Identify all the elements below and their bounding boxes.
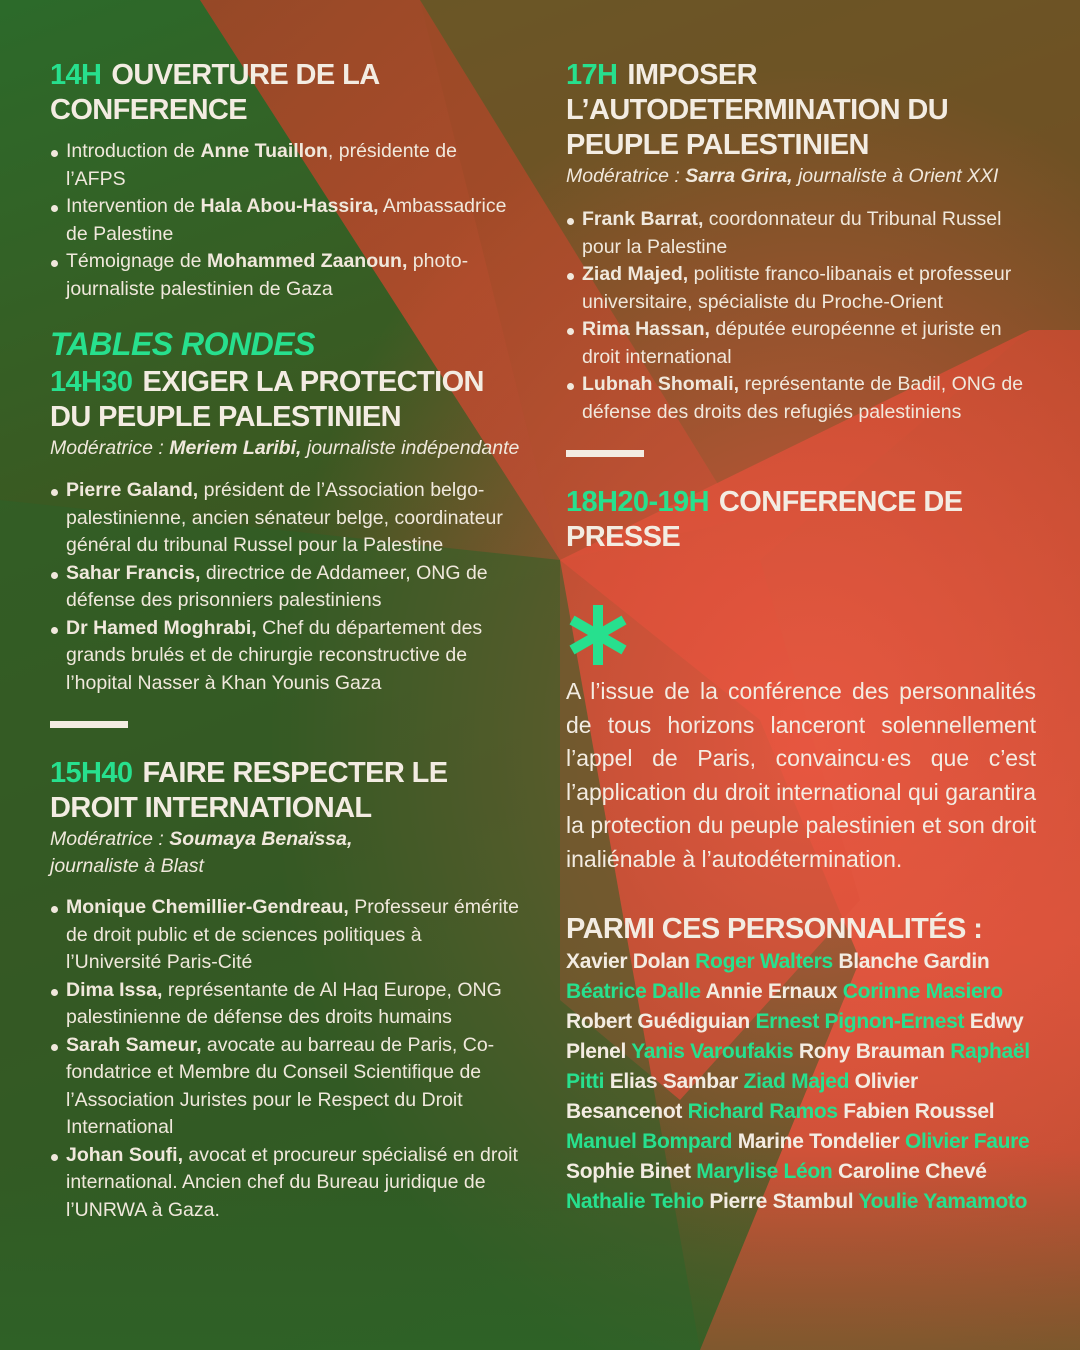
moderator-role: journaliste à Orient XXI — [792, 165, 999, 187]
item-text: Ambassadrice de Palestine — [66, 195, 507, 245]
item-text: Chef du département des grands brulés et de chirurgie reconstructive de l’hopital Nasser à Khan Younis Gaza — [66, 616, 483, 694]
list-item — [50, 1032, 520, 1142]
tables-rondes-heading: TABLES RONDES — [50, 326, 315, 362]
personality-name: Fabien Roussel — [843, 1100, 995, 1123]
speaker-name: Dima Issa, — [66, 978, 163, 1001]
session2-heading — [50, 756, 520, 826]
speaker-name: Sarah Sameur, — [66, 1033, 202, 1056]
speaker-name: Mohammed Zaanoun, — [206, 250, 408, 272]
item-text: avocat et procureur spécialisé en droit international. Ancien chef du Bureau juridique de l’UNRWA à Gaza. — [66, 1143, 518, 1221]
moderator-name: Meriem Laribi, — [169, 437, 302, 459]
session2-moderator — [50, 826, 380, 880]
session1-time: 14H30 — [50, 366, 133, 398]
personality-name: Raphaël Pitti — [566, 1040, 1030, 1093]
session1-heading — [50, 365, 520, 435]
personality-name: Nathalie Tehio — [566, 1190, 704, 1213]
press-heading — [566, 485, 1036, 555]
personality-name: Marylise Léon — [696, 1160, 833, 1183]
personality-name: Olivier Besancenot — [566, 1070, 918, 1123]
personality-name: Caroline Chevé — [838, 1160, 987, 1183]
personality-name: Xavier Dolan — [566, 950, 690, 973]
personality-name: Sophie Binet — [566, 1160, 691, 1183]
personality-name: Robert Guédiguian — [566, 1010, 750, 1033]
personality-name: Marine Tondelier — [737, 1130, 900, 1153]
list-item — [50, 894, 520, 977]
speaker-name: Rima Hassan, — [582, 318, 710, 340]
personality-name: Edwy Plenel — [566, 1010, 1024, 1063]
session1-list — [50, 477, 520, 697]
closing-paragraph: A l’issue de la conférence des personnalités de tous horizons lanceront solennellement l’appel de Paris, convaincu·es que c’est l’application du droit international qui garantira la protection du peuple palestinien et son droit inaliénable à l’autodétermination. — [566, 678, 1036, 872]
session3-heading — [566, 58, 1036, 163]
session1-title: EXIGER LA PROTECTION DU PEUPLE PALESTINIEN — [50, 366, 484, 433]
item-text: directrice de Addameer, ONG de défense des prisonniers palestiniens — [66, 561, 488, 611]
session3-title: IMPOSER L’AUTODETERMINATION DU PEUPLE PALESTINIEN — [566, 59, 949, 161]
list-item — [50, 138, 520, 193]
list-item — [50, 560, 520, 615]
item-text: représentante de Al Haq Europe, ONG palestinienne de défense des droits humains — [66, 978, 502, 1028]
personality-name: Corinne Masiero — [842, 980, 1003, 1003]
item-text: , présidente de l’AFPS — [66, 140, 457, 190]
item-text: Témoignage de — [66, 250, 207, 272]
personality-name: Manuel Bompard — [566, 1130, 733, 1153]
speaker-name: Anne Tuaillon — [200, 140, 328, 162]
item-text: Introduction de — [66, 140, 201, 162]
speaker-name: Lubnah Shomali, — [582, 373, 740, 395]
personality-name: Annie Ernaux — [705, 980, 838, 1003]
personality-name: Youlie Yamamoto — [858, 1190, 1028, 1213]
list-item — [566, 371, 1036, 426]
personality-name: Blanche Gardin — [838, 950, 990, 973]
section-divider — [566, 450, 644, 457]
session2-list — [50, 894, 520, 1224]
right-column — [566, 58, 1036, 1217]
personality-name: Ziad Majed — [743, 1070, 850, 1093]
moderator-name: Soumaya Benaïssa, — [169, 828, 353, 850]
press-time: 18H20-19H — [566, 486, 709, 518]
session3-list — [566, 206, 1036, 426]
personality-name: Rony Brauman — [798, 1040, 945, 1063]
personality-name: Elias Sambar — [609, 1070, 739, 1093]
personality-name: Pierre Stambul — [709, 1190, 854, 1213]
moderator-label: Modératrice : — [50, 828, 170, 850]
personality-name: Olivier Faure — [904, 1130, 1030, 1153]
speaker-name: Frank Barrat, — [582, 208, 704, 230]
press-title: CONFERENCE DE PRESSE — [566, 486, 963, 553]
personality-name: Ernest Pignon-Ernest — [755, 1010, 965, 1033]
speaker-name: Monique Chemillier-Gendreau, — [66, 896, 349, 918]
personality-name: Béatrice Dalle — [566, 980, 701, 1003]
list-item — [566, 261, 1036, 316]
list-item — [50, 977, 520, 1032]
speaker-name: Johan Soufi, — [66, 1143, 183, 1166]
list-item — [566, 316, 1036, 371]
list-item — [566, 206, 1036, 261]
list-item — [50, 1142, 520, 1225]
item-text: politiste franco-libanais et professeur universitaire, spécialiste du Proche-Orient — [582, 263, 1012, 313]
asterisk-icon — [566, 603, 630, 667]
personality-name: Richard Ramos — [687, 1100, 838, 1123]
opening-list — [50, 138, 520, 303]
item-text: représentante de Badil, ONG de défense des droits des refugiés palestiniens — [582, 373, 1024, 423]
opening-heading — [50, 58, 520, 128]
speaker-name: Hala Abou-Hassira, — [200, 195, 379, 217]
list-item — [50, 615, 520, 698]
personalities-heading: PARMI CES PERSONNALITÉS : — [566, 913, 983, 945]
item-text: photo-journaliste palestinien de Gaza — [66, 250, 469, 300]
session3-moderator — [566, 163, 1036, 190]
personality-name: Roger Walters — [695, 950, 833, 973]
speaker-name: Sahar Francis, — [66, 561, 201, 584]
left-column — [50, 58, 520, 1224]
speaker-name: Dr Hamed Moghrabi, — [66, 616, 257, 639]
item-text: Intervention de — [66, 195, 201, 217]
moderator-label: Modératrice : — [50, 437, 170, 459]
speaker-name: Pierre Galand, — [66, 479, 199, 501]
opening-title: OUVERTURE DE LA CONFERENCE — [50, 59, 379, 126]
list-item — [50, 248, 520, 303]
speaker-name: Ziad Majed, — [582, 263, 689, 285]
opening-time: 14H — [50, 59, 102, 91]
session2-title: FAIRE RESPECTER LE DROIT INTERNATIONAL — [50, 757, 448, 824]
list-item — [50, 193, 520, 248]
moderator-role: journaliste indépendante — [301, 437, 520, 459]
moderator-role: journaliste à Blast — [50, 855, 204, 877]
item-text: députée européenne et juriste en droit international — [582, 318, 1002, 368]
list-item — [50, 477, 520, 560]
personality-name: Yanis Varoufakis — [631, 1040, 794, 1063]
item-text: avocate au barreau de Paris, Co-fondatrice et Membre du Conseil Scientifique de l’Association Juristes pour le Respect du Droit International — [66, 1033, 495, 1138]
item-text: coordonnateur du Tribunal Russel pour la Palestine — [582, 208, 1002, 258]
personalities-list — [566, 947, 1036, 1217]
session3-time: 17H — [566, 59, 618, 91]
item-text: président de l’Association belgo-palestinienne, ancien sénateur belge, coordinateur général du tribunal Russel pour la Palestine — [66, 479, 503, 556]
session2-time: 15H40 — [50, 757, 133, 789]
moderator-label: Modératrice : — [566, 165, 686, 187]
session1-moderator — [50, 435, 520, 462]
item-text: Professeur émérite de droit public et de sciences politiques à l’Université Paris-Cité — [66, 896, 519, 973]
section-divider — [50, 721, 128, 728]
moderator-name: Sarra Grira, — [685, 165, 793, 187]
